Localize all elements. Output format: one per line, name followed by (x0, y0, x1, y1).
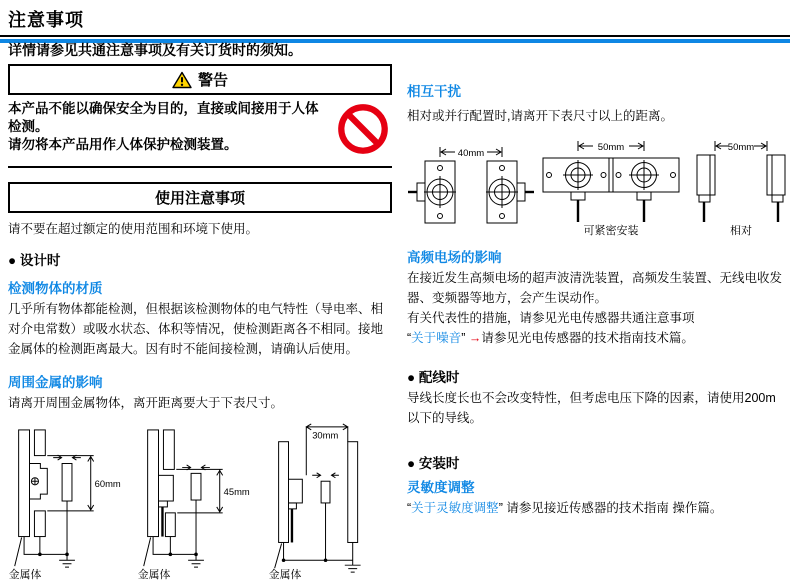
design-heading: ● 设计时 (8, 253, 61, 268)
intro-text: 详情请参见共通注意事项及有关订货时的须知。 (8, 42, 302, 58)
title-rule-black (0, 35, 790, 37)
hf-body-1: 在接近发生高频电场的超声波清洗装置，高频发生装置、无线电收发器、变频器等地方，会产生误动作。 (407, 271, 783, 305)
mounting-quote-close: ” (498, 501, 503, 515)
warning-triangle-icon (172, 71, 192, 89)
facing-sensors-diagram (687, 138, 795, 236)
warning-text-2: 请勿将本产品用作人体保护检测装置。 (8, 137, 238, 152)
dim-label-50mm-a: 50mm (597, 142, 625, 153)
warning-body (8, 100, 392, 160)
hf-title: 高频电场的影响 (407, 250, 502, 265)
warning-text-1: 本产品不能以确保安全为目的，直接或间接用于人体检测。 (8, 101, 319, 134)
dim-label-60mm: 60mm (94, 479, 121, 490)
metal-diagram-45mm (137, 424, 259, 580)
mounting-heading: ● 安装时 (407, 456, 460, 471)
hf-quote-open: “ (407, 331, 412, 345)
mounting-link-line (407, 498, 784, 518)
usage-section-title: 使用注意事项 (154, 190, 245, 207)
metal-diagram-60mm (8, 424, 130, 580)
warning-header-label: 警告 (197, 72, 228, 89)
hf-quote-close: ” (461, 331, 466, 345)
sensitivity-link[interactable]: 关于灵敏度调整 (411, 501, 499, 515)
material-title: 检测物体的材质 (8, 281, 103, 296)
dim-label-45mm: 45mm (223, 487, 250, 498)
dim-label-30mm: 30mm (312, 430, 339, 441)
warning-header (8, 64, 392, 95)
dim-label-50mm-b: 50mm (727, 142, 755, 153)
dim-label-40mm: 40mm (457, 148, 485, 159)
page-header (0, 0, 790, 43)
parallel-sensors-diagram (407, 144, 535, 236)
facing-label: 相对 (730, 225, 752, 237)
interference-body: 相对或并行配置时,请离开下表尺寸以上的距离。 (407, 109, 673, 123)
metal-body-label-3: 金属体 (268, 569, 302, 580)
close-mount-diagram (535, 138, 687, 236)
mounting-body: 请参见接近传感器的技术指南 操作篇。 (506, 501, 723, 515)
close-mount-label: 可紧密安装 (583, 225, 639, 237)
metal-body-label-1: 金属体 (8, 569, 42, 580)
metal-diagram-30mm (266, 418, 392, 580)
metal-title: 周围金属的影响 (8, 375, 103, 390)
noise-link[interactable]: 关于噪音 (411, 331, 462, 345)
material-body: 几乎所有物体都能检测，但根据该检测物体的电气特性（导电率、相对介电常数）或吸水状态、体积等情况，使检测距离各不相同。接地金属体的检测距离最大。因有时不能间接检测，请确认后使用。 (8, 302, 384, 356)
mounting-quote-open: “ (407, 501, 412, 515)
hf-body-2: 有关代表性的措施，请参见光电传感器共通注意事项 (407, 311, 695, 325)
wiring-heading: ● 配线时 (407, 370, 460, 385)
metal-body: 请离开周围金属物体，离开距离要大于下表尺寸。 (8, 396, 284, 410)
metal-diagram-row (8, 418, 392, 580)
hf-body-3: 请参见光电传感器的技术指南技术篇。 (481, 331, 694, 345)
page-title: 注意事项 (8, 10, 84, 30)
red-arrow-icon: → (468, 331, 482, 345)
interference-title: 相互干扰 (407, 84, 461, 99)
usage-section-header (8, 182, 392, 213)
wiring-body: 导线长度长也不会改变特性，但考虑电压下降的因素，请使用200m以下的导线。 (407, 391, 776, 425)
left-column (8, 64, 392, 580)
prohibition-icon (336, 102, 390, 156)
right-column (407, 80, 784, 518)
metal-body-label-2: 金属体 (137, 569, 171, 580)
usage-intro: 请不要在超过额定的使用范围和环境下使用。 (8, 222, 259, 236)
sensitivity-title: 灵敏度调整 (407, 480, 475, 495)
interference-diagram-row (407, 138, 784, 236)
hf-link-line (407, 328, 784, 348)
warning-bottom-rule (8, 166, 392, 168)
